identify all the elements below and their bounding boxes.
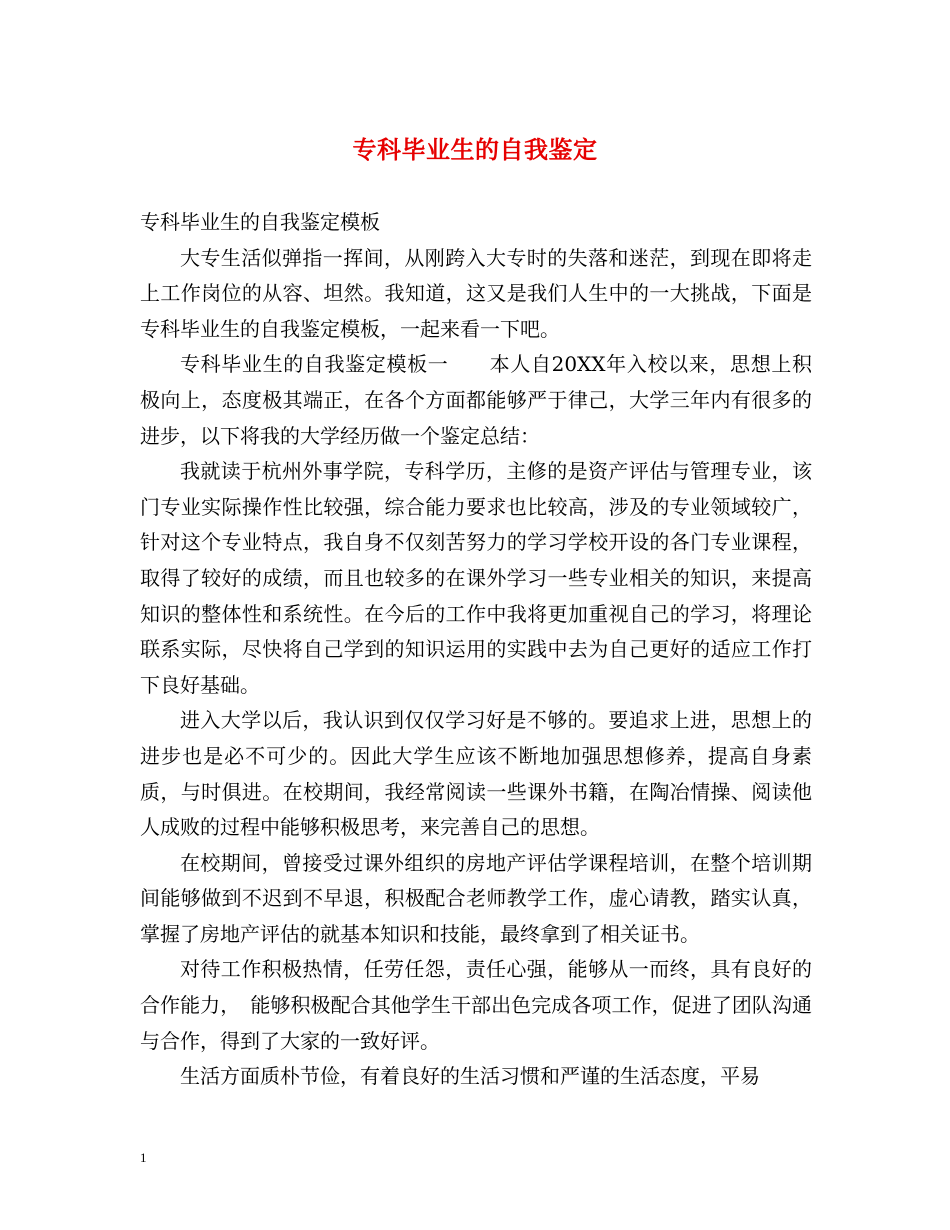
paragraph-life: 生活方面质朴节俭，有着良好的生活习惯和严谨的生活态度，平易 bbox=[180, 1064, 760, 1089]
page-number: 1 bbox=[140, 1150, 147, 1165]
paragraph-template-one: 专科毕业生的自我鉴定模板一 本人自20XX年入校以来，思想上积极向上，态度极其端正，在各个方面都能够严于律己，大学三年内有很多的进步，以下将我的大学经历做一个鉴定总结： bbox=[140, 352, 812, 448]
paragraph-training: 在校期间，曾接受过课外组织的房地产评估学课程培训，在整个培训期间能够做到不迟到不早退，积极配合老师教学工作，虚心请教，踏实认真，掌握了房地产评估的就基本知识和技能，最终拿到了相关证书。 bbox=[140, 850, 812, 946]
paragraph-work: 对待工作积极热情，任劳任怨，责任心强，能够从一而终，具有良好的合作能力， 能够积极配合其他学生干部出色完成各项工作，促进了团队沟通与合作，得到了大家的一致好评。 bbox=[140, 957, 812, 1053]
page-title: 专科毕业生的自我鉴定 bbox=[352, 135, 598, 164]
document-subtitle: 专科毕业生的自我鉴定模板 bbox=[140, 210, 380, 234]
paragraph-thought: 进入大学以后，我认识到仅仅学习好是不够的。要追求上进，思想上的进步也是必不可少的。因此大学生应该不断地加强思想修养，提高自身素质，与时俱进。在校期间，我经常阅读一些课外书籍，在陶冶情操、阅读他人成败的过程中能够积极思考，来完善自己的思想。 bbox=[140, 708, 812, 840]
paragraph-study: 我就读于杭州外事学院，专科学历，主修的是资产评估与管理专业，该门专业实际操作性比较强，综合能力要求也比较高，涉及的专业领域较广，针对这个专业特点，我自身不仅刻苦努力的学习学校开设的各门专业课程，取得了较好的成绩，而且也较多的在课外学习一些专业相关的知识，来提高知识的整体性和系统性。在今后的工作中我将更加重视自己的学习，将理论联系实际，尽快将自己学到的知识运用的实践中去为自己更好的适应工作打下良好基础。 bbox=[140, 459, 812, 697]
document-body bbox=[140, 205, 812, 1095]
paragraph-intro: 大专生活似弹指一挥间，从刚跨入大专时的失落和迷茫，到现在即将走上工作岗位的从容、坦然。我知道，这又是我们人生中的一大挑战，下面是专科毕业生的自我鉴定模板，一起来看一下吧。 bbox=[140, 245, 812, 341]
